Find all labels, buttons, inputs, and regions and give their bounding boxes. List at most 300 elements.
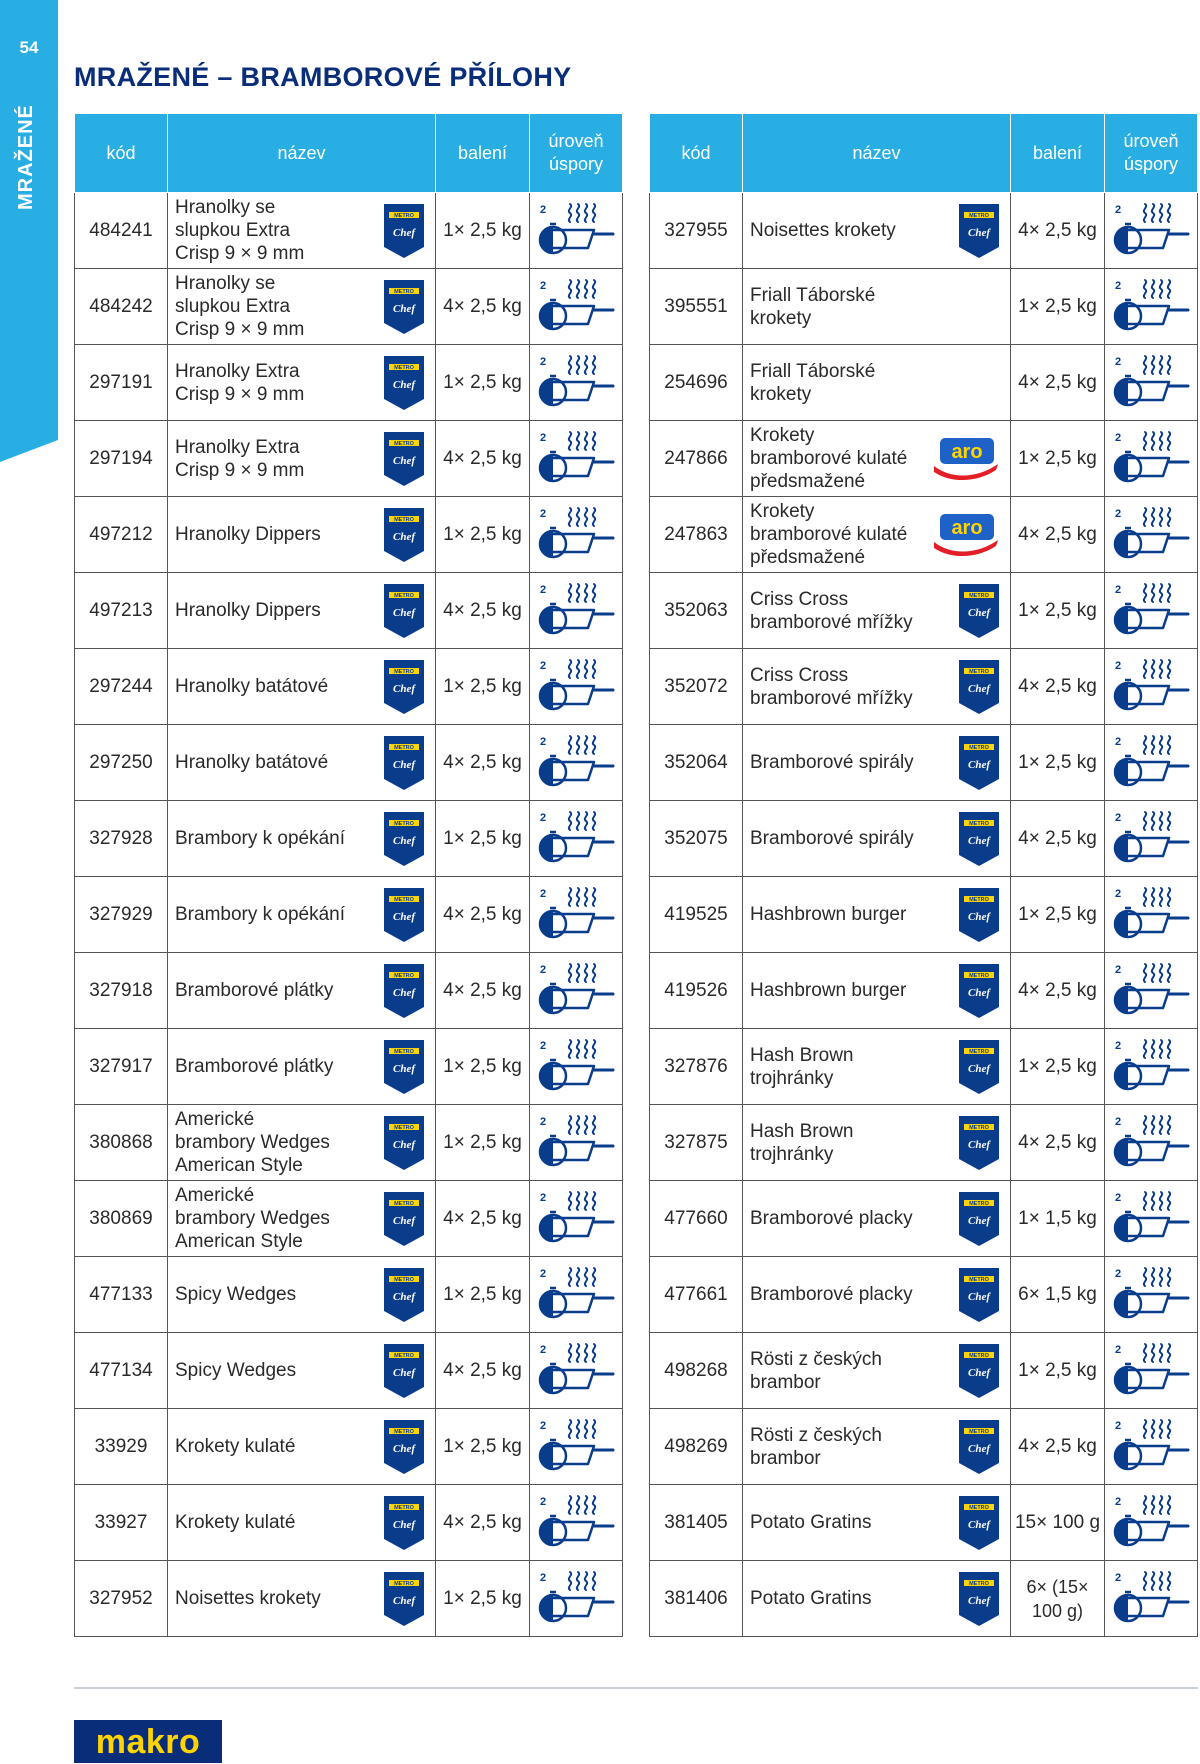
saving-level-cell <box>1105 345 1198 421</box>
product-name <box>175 1587 321 1610</box>
product-name <box>175 903 345 926</box>
metro-chef-logo-text: METRO <box>394 1048 414 1055</box>
product-name-line: Krokety kulaté <box>175 1436 296 1457</box>
metro-chef-logo <box>383 1571 425 1627</box>
package-size: 4× 2,5 kg <box>1011 649 1105 725</box>
product-code: 381406 <box>650 1561 743 1637</box>
product-table-left <box>74 114 623 1637</box>
metro-chef-logo-text: METRO <box>969 972 989 979</box>
product-name-line: American Style <box>175 1155 303 1176</box>
saving-level-number: 2 <box>1115 355 1122 368</box>
saving-level-icon <box>1111 1112 1191 1174</box>
product-code: 381405 <box>650 1485 743 1561</box>
product-code: 327917 <box>75 1029 168 1105</box>
metro-chef-logo-script: Chef <box>968 606 990 619</box>
saving-level-icon <box>1111 1416 1191 1478</box>
metro-chef-logo-script: Chef <box>968 682 990 695</box>
metro-chef-logo-script: Chef <box>393 1442 415 1455</box>
metro-chef-logo-script: Chef <box>393 302 415 315</box>
metro-chef-logo-script: Chef <box>393 1290 415 1303</box>
metro-chef-logo-text: METRO <box>394 364 414 371</box>
saving-level-cell <box>1105 877 1198 953</box>
saving-level-icon <box>536 200 616 262</box>
metro-chef-logo <box>383 659 425 715</box>
saving-level-number: 2 <box>1115 1343 1122 1356</box>
product-name-line: brambory Wedges <box>175 1208 330 1229</box>
product-code: 247866 <box>650 421 743 497</box>
metro-chef-logo-script: Chef <box>393 986 415 999</box>
product-name <box>750 284 875 330</box>
product-code: 327876 <box>650 1029 743 1105</box>
metro-chef-logo <box>958 887 1000 943</box>
product-name <box>175 272 304 341</box>
metro-chef-logo-script: Chef <box>393 1366 415 1379</box>
saving-level-number: 2 <box>1115 1039 1122 1052</box>
saving-level-icon <box>1111 732 1191 794</box>
product-name <box>750 1587 871 1610</box>
table-header <box>650 114 1198 193</box>
saving-level-icon <box>536 1112 616 1174</box>
product-name-cell <box>168 953 436 1029</box>
package-size: 4× 2,5 kg <box>436 877 530 953</box>
table-row <box>75 1409 623 1485</box>
product-name <box>750 1424 882 1470</box>
table-row <box>650 1105 1198 1181</box>
saving-level-number: 2 <box>1115 431 1122 444</box>
product-name <box>175 979 333 1002</box>
package-size: 4× 2,5 kg <box>436 1333 530 1409</box>
metro-chef-logo <box>958 203 1000 259</box>
product-name-cell <box>168 1485 436 1561</box>
product-table-right <box>649 114 1198 1637</box>
package-size: 1× 2,5 kg <box>436 1105 530 1181</box>
product-code: 477134 <box>75 1333 168 1409</box>
product-code: 497212 <box>75 497 168 573</box>
table-row <box>650 1181 1198 1257</box>
product-name-cell <box>168 193 436 269</box>
metro-chef-logo-text: METRO <box>969 1200 989 1207</box>
product-name <box>750 1511 871 1534</box>
product-name <box>175 675 328 698</box>
saving-level-number: 2 <box>1115 735 1122 748</box>
saving-level-cell <box>530 1561 623 1637</box>
product-name <box>750 1283 913 1306</box>
product-code: 33929 <box>75 1409 168 1485</box>
package-size: 4× 2,5 kg <box>436 953 530 1029</box>
package-size: 4× 2,5 kg <box>1011 1409 1105 1485</box>
product-name-line: Hranolky se <box>175 197 276 218</box>
metro-chef-logo-script: Chef <box>393 530 415 543</box>
package-size: 1× 2,5 kg <box>436 1409 530 1485</box>
column-header-code: kód <box>650 114 743 193</box>
metro-chef-logo <box>383 963 425 1019</box>
product-name-line: Krokety kulaté <box>175 1512 296 1533</box>
product-name-line: Hranolky batátové <box>175 676 329 697</box>
product-name-cell <box>168 1029 436 1105</box>
package-size: 1× 2,5 kg <box>1011 725 1105 801</box>
column-header-pack: balení <box>1011 114 1105 193</box>
metro-chef-logo <box>958 1419 1000 1475</box>
product-code: 498269 <box>650 1409 743 1485</box>
metro-chef-logo <box>958 1115 1000 1171</box>
product-name-line: Criss Cross <box>750 664 849 686</box>
saving-level-cell <box>530 1105 623 1181</box>
metro-chef-logo-text: METRO <box>969 1276 989 1283</box>
product-name-line: Spicy Wedges <box>175 1284 297 1305</box>
product-name <box>750 1044 854 1090</box>
saving-level-cell <box>1105 1029 1198 1105</box>
table-row <box>75 1257 623 1333</box>
product-name-line: Hranolky Dippers <box>175 600 321 621</box>
saving-level-number: 2 <box>540 1495 547 1508</box>
metro-chef-logo <box>383 431 425 487</box>
metro-chef-logo-text: METRO <box>969 668 989 675</box>
product-name-cell <box>168 1409 436 1485</box>
saving-level-cell <box>530 953 623 1029</box>
package-size: 1× 2,5 kg <box>436 801 530 877</box>
table-row <box>650 877 1198 953</box>
table-row <box>75 877 623 953</box>
table-row <box>75 269 623 345</box>
metro-chef-logo <box>958 1039 1000 1095</box>
package-size: 1× 2,5 kg <box>1011 421 1105 497</box>
product-code: 297194 <box>75 421 168 497</box>
saving-level-icon <box>536 1264 616 1326</box>
saving-level-number: 2 <box>1115 507 1122 520</box>
metro-chef-logo-text: METRO <box>394 592 414 599</box>
product-name <box>750 979 906 1002</box>
table-row <box>650 193 1198 269</box>
product-name-line: předsmažené <box>750 547 866 568</box>
page-title: MRAŽENÉ – BRAMBOROVÉ PŘÍLOHY <box>74 62 572 92</box>
product-name-line: Hranolky Extra <box>175 360 300 382</box>
saving-level-icon <box>1111 580 1191 642</box>
metro-chef-logo-text: METRO <box>394 972 414 979</box>
product-name-line: Bramborové plátky <box>175 980 334 1001</box>
package-size: 1× 2,5 kg <box>1011 877 1105 953</box>
metro-chef-logo <box>383 1191 425 1247</box>
table-body-right <box>650 193 1198 1637</box>
package-size: 4× 2,5 kg <box>436 573 530 649</box>
metro-chef-logo <box>383 811 425 867</box>
metro-chef-logo-text: METRO <box>394 1504 414 1511</box>
package-size: 1× 2,5 kg <box>436 345 530 421</box>
product-name <box>175 1435 295 1458</box>
package-size: 1× 2,5 kg <box>1011 269 1105 345</box>
saving-level-icon <box>1111 1568 1191 1630</box>
metro-chef-logo <box>958 1495 1000 1551</box>
product-code: 327929 <box>75 877 168 953</box>
product-name-line: Hashbrown burger <box>750 904 907 925</box>
package-size: 4× 2,5 kg <box>436 1181 530 1257</box>
saving-level-cell <box>530 1181 623 1257</box>
product-code: 254696 <box>650 345 743 421</box>
saving-level-cell <box>530 573 623 649</box>
metro-chef-logo-text: METRO <box>394 1200 414 1207</box>
product-name <box>750 1207 913 1230</box>
product-name <box>175 1511 295 1534</box>
saving-level-number: 2 <box>540 203 547 216</box>
product-name-line: Friall Táborské <box>750 284 876 306</box>
saving-level-icon <box>1111 1340 1191 1402</box>
saving-level-icon <box>1111 960 1191 1022</box>
metro-chef-logo-script: Chef <box>393 834 415 847</box>
metro-chef-logo <box>383 735 425 791</box>
product-name-cell <box>168 649 436 725</box>
metro-chef-logo-text: METRO <box>969 1428 989 1435</box>
metro-chef-logo-text: METRO <box>394 896 414 903</box>
product-code: 327928 <box>75 801 168 877</box>
package-size: 4× 2,5 kg <box>436 421 530 497</box>
package-size: 4× 2,5 kg <box>1011 1105 1105 1181</box>
metro-chef-logo <box>958 1571 1000 1627</box>
metro-chef-logo-text: METRO <box>969 1504 989 1511</box>
table-row <box>75 1105 623 1181</box>
saving-level-cell <box>530 497 623 573</box>
product-name-line: Hranolky se <box>175 273 276 294</box>
product-code: 352063 <box>650 573 743 649</box>
metro-chef-logo-text: METRO <box>394 1352 414 1359</box>
saving-level-number: 2 <box>540 431 547 444</box>
saving-level-icon <box>536 276 616 338</box>
metro-chef-logo-script: Chef <box>968 758 990 771</box>
product-name-line: brambor <box>750 1371 821 1393</box>
metro-chef-logo <box>958 735 1000 791</box>
product-name-line: trojhránky <box>750 1143 834 1165</box>
metro-chef-logo <box>383 279 425 335</box>
saving-level-cell <box>1105 1257 1198 1333</box>
product-name <box>175 436 304 482</box>
product-name-line: brambory Wedges <box>175 1132 330 1153</box>
table-row <box>650 801 1198 877</box>
metro-chef-logo-script: Chef <box>968 834 990 847</box>
package-size: 4× 2,5 kg <box>1011 193 1105 269</box>
saving-level-icon <box>536 1492 616 1554</box>
saving-level-cell <box>1105 1333 1198 1409</box>
product-name-cell <box>743 1561 1011 1637</box>
product-name-cell <box>743 801 1011 877</box>
saving-level-cell <box>530 725 623 801</box>
metro-chef-logo <box>383 1419 425 1475</box>
product-name-line: krokety <box>750 307 812 329</box>
saving-level-number: 2 <box>540 659 547 672</box>
package-size: 1× 2,5 kg <box>1011 573 1105 649</box>
product-name <box>750 903 906 926</box>
saving-level-number: 2 <box>540 1039 547 1052</box>
product-code: 327952 <box>75 1561 168 1637</box>
product-code: 380868 <box>75 1105 168 1181</box>
table-body-left <box>75 193 623 1637</box>
metro-chef-logo-text: METRO <box>394 1124 414 1131</box>
table-row <box>650 1485 1198 1561</box>
product-name-line: Potato Gratins <box>750 1512 872 1533</box>
metro-chef-logo-text: METRO <box>394 516 414 523</box>
saving-level-number: 2 <box>1115 963 1122 976</box>
metro-chef-logo-script: Chef <box>393 454 415 467</box>
metro-chef-logo-script: Chef <box>968 1214 990 1227</box>
product-name <box>175 196 304 265</box>
product-name-line: Hranolky batátové <box>175 752 329 773</box>
product-name-line: Americké <box>175 1109 255 1130</box>
product-name-cell <box>743 1333 1011 1409</box>
saving-level-icon <box>536 732 616 794</box>
product-name-cell <box>168 1181 436 1257</box>
product-name-line: Crisp 9 × 9 mm <box>175 243 305 264</box>
product-name-line: Crisp 9 × 9 mm <box>175 319 305 340</box>
saving-level-number: 2 <box>540 1419 547 1432</box>
aro-logo-text: aro <box>951 516 983 539</box>
table-row <box>650 1333 1198 1409</box>
product-name-cell <box>168 801 436 877</box>
package-size: 1× 2,5 kg <box>436 649 530 725</box>
product-code: 419525 <box>650 877 743 953</box>
table-row <box>75 1561 623 1637</box>
product-code: 297244 <box>75 649 168 725</box>
saving-level-icon <box>536 1568 616 1630</box>
table-row <box>650 421 1198 497</box>
metro-chef-logo-text: METRO <box>394 820 414 827</box>
product-name <box>175 599 321 622</box>
saving-level-number: 2 <box>540 887 547 900</box>
saving-level-number: 2 <box>540 1191 547 1204</box>
saving-level-cell <box>1105 1105 1198 1181</box>
table-row <box>650 1409 1198 1485</box>
section-label: MRAŽENÉ <box>15 104 37 210</box>
product-name-line: Potato Gratins <box>750 1588 872 1609</box>
metro-chef-logo-script: Chef <box>968 910 990 923</box>
product-name-cell <box>743 953 1011 1029</box>
product-name-line: Hranolky Dippers <box>175 524 321 545</box>
saving-level-cell <box>530 801 623 877</box>
table-row <box>650 649 1198 725</box>
product-name <box>750 424 907 493</box>
saving-level-number: 2 <box>1115 1267 1122 1280</box>
saving-level-number: 2 <box>540 583 547 596</box>
saving-level-number: 2 <box>540 279 547 292</box>
package-size: 1× 2,5 kg <box>436 193 530 269</box>
aro-logo <box>932 436 1000 482</box>
product-name-line: Americké <box>175 1185 255 1206</box>
table-row <box>75 1333 623 1409</box>
saving-level-cell <box>1105 573 1198 649</box>
metro-chef-logo-text: METRO <box>394 1428 414 1435</box>
saving-level-cell <box>530 1257 623 1333</box>
product-name-line: slupkou Extra <box>175 296 291 317</box>
table-row <box>75 193 623 269</box>
table-row <box>75 1181 623 1257</box>
product-name-line: Friall Táborské <box>750 360 876 382</box>
table-row <box>650 1561 1198 1637</box>
metro-chef-logo <box>958 1191 1000 1247</box>
metro-chef-logo-text: METRO <box>969 1124 989 1131</box>
metro-chef-logo-script: Chef <box>968 1062 990 1075</box>
column-header-saving-line2: úspory <box>548 154 604 174</box>
product-name-cell <box>743 497 1011 573</box>
metro-chef-logo <box>958 963 1000 1019</box>
product-code: 327918 <box>75 953 168 1029</box>
product-name <box>750 827 914 850</box>
product-name-cell <box>168 725 436 801</box>
saving-level-icon <box>1111 352 1191 414</box>
product-name-cell <box>743 1105 1011 1181</box>
product-code: 352072 <box>650 649 743 725</box>
product-name-cell <box>743 1409 1011 1485</box>
product-name <box>175 1108 330 1177</box>
saving-level-cell <box>530 193 623 269</box>
saving-level-icon <box>1111 884 1191 946</box>
product-name-line: brambor <box>750 1447 821 1469</box>
product-name-line: Brambory k opékání <box>175 828 346 849</box>
saving-level-number: 2 <box>540 963 547 976</box>
package-size: 15× 100 g <box>1011 1485 1105 1561</box>
saving-level-icon <box>1111 276 1191 338</box>
saving-level-cell <box>1105 269 1198 345</box>
table-header <box>75 114 623 193</box>
saving-level-number: 2 <box>540 1115 547 1128</box>
saving-level-cell <box>530 345 623 421</box>
product-name-line: Rösti z českých <box>750 1348 882 1370</box>
product-name-cell <box>168 421 436 497</box>
metro-chef-logo-script: Chef <box>393 1518 415 1531</box>
saving-level-cell <box>530 269 623 345</box>
package-size: 4× 2,5 kg <box>1011 953 1105 1029</box>
product-name-cell <box>743 573 1011 649</box>
metro-chef-logo-script: Chef <box>393 378 415 391</box>
saving-level-icon <box>536 352 616 414</box>
product-name <box>750 588 913 634</box>
saving-level-icon <box>536 1036 616 1098</box>
table-row <box>75 573 623 649</box>
saving-level-cell <box>530 421 623 497</box>
column-header-name: název <box>743 114 1011 193</box>
product-name-cell <box>743 725 1011 801</box>
product-name-cell <box>743 193 1011 269</box>
metro-chef-logo-text: METRO <box>394 744 414 751</box>
saving-level-cell <box>1105 497 1198 573</box>
product-code: 498268 <box>650 1333 743 1409</box>
saving-level-icon <box>1111 1264 1191 1326</box>
product-name <box>750 360 875 406</box>
metro-chef-logo-script: Chef <box>393 226 415 239</box>
package-size: 1× 2,5 kg <box>436 497 530 573</box>
page-number: 54 <box>19 38 39 57</box>
product-name-cell <box>168 1105 436 1181</box>
bottom-divider <box>74 1687 1198 1689</box>
saving-level-icon <box>536 428 616 490</box>
saving-level-cell <box>1105 1485 1198 1561</box>
saving-level-icon <box>536 884 616 946</box>
table-row <box>650 953 1198 1029</box>
product-name <box>175 827 345 850</box>
package-size: 1× 2,5 kg <box>436 1029 530 1105</box>
column-header-saving <box>1105 114 1198 193</box>
product-name-line: Criss Cross <box>750 588 849 610</box>
saving-level-number: 2 <box>540 355 547 368</box>
metro-chef-logo-text: METRO <box>969 592 989 599</box>
metro-chef-logo-script: Chef <box>393 910 415 923</box>
table-row <box>75 1029 623 1105</box>
table-row <box>75 497 623 573</box>
metro-chef-logo <box>383 1039 425 1095</box>
product-code: 484242 <box>75 269 168 345</box>
table-row <box>650 345 1198 421</box>
product-code: 297191 <box>75 345 168 421</box>
saving-level-number: 2 <box>1115 659 1122 672</box>
product-code: 327955 <box>650 193 743 269</box>
metro-chef-logo-script: Chef <box>968 1290 990 1303</box>
saving-level-number: 2 <box>540 735 547 748</box>
metro-chef-logo-script: Chef <box>393 758 415 771</box>
